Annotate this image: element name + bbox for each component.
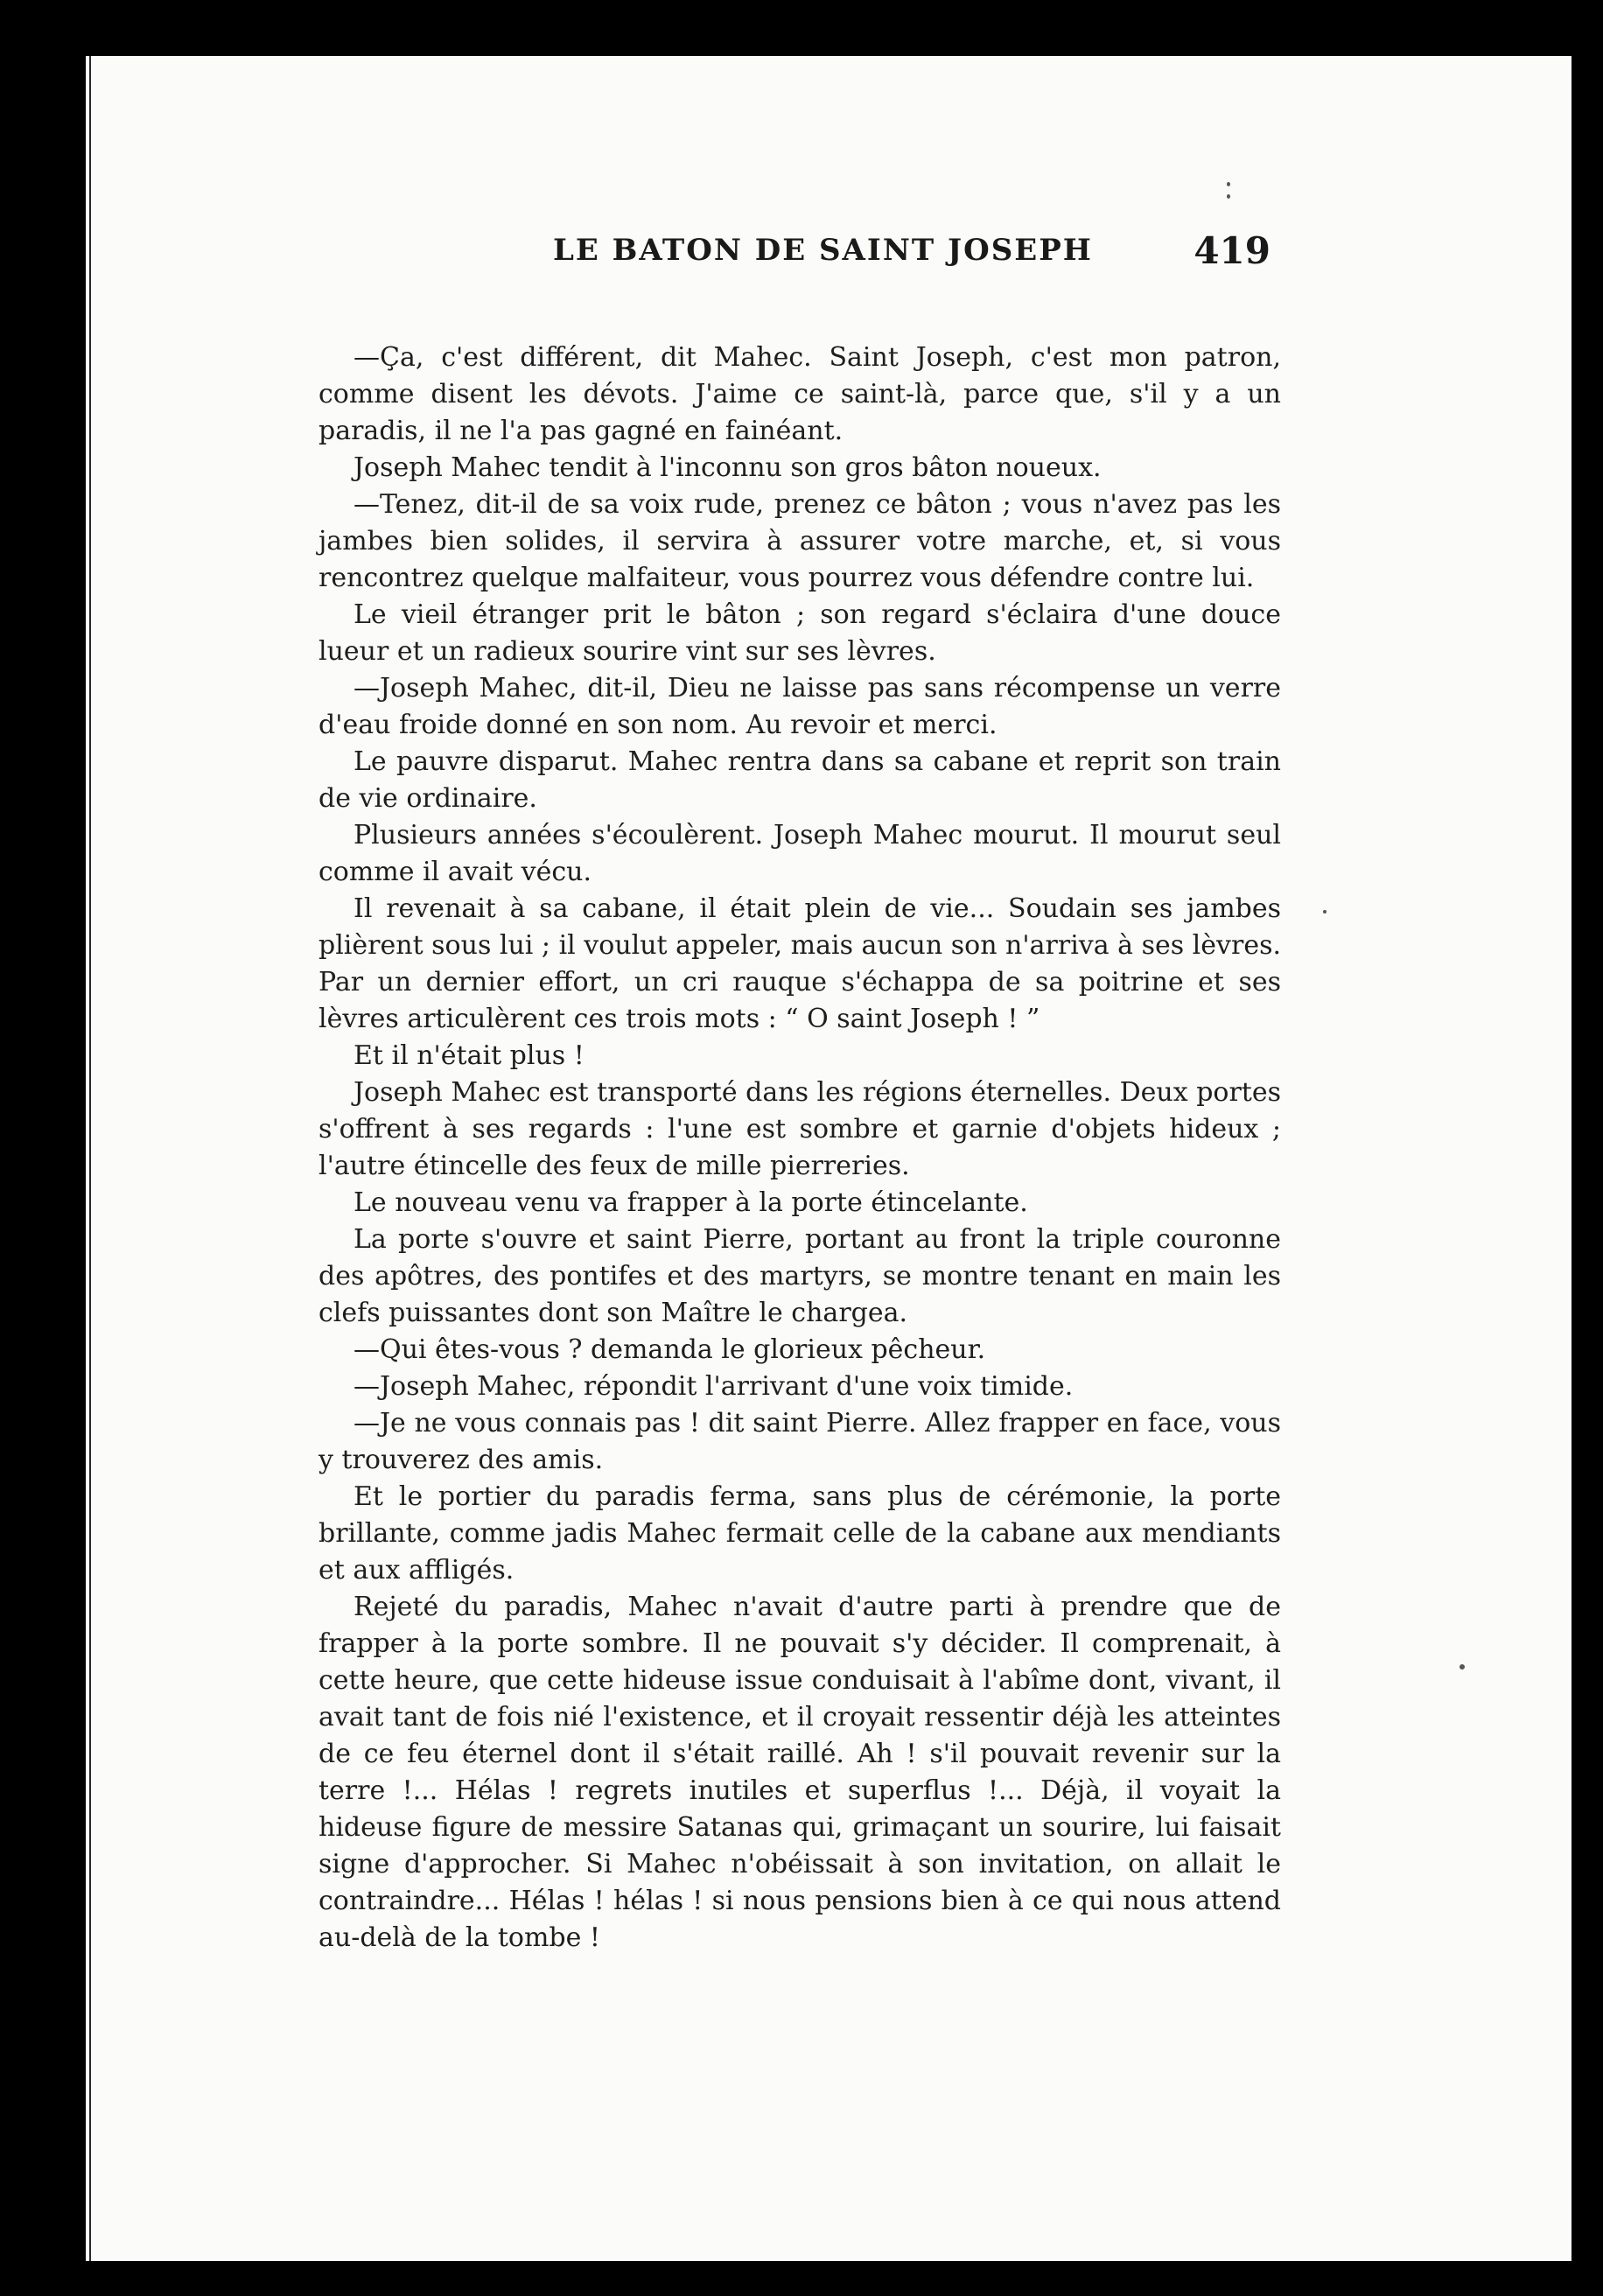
paragraph: Et il n'était plus ! [354, 1040, 584, 1071]
paragraph: —Ça, c'est différent, dit Mahec. Saint Joseph, c'est mon patron, comme disent les dévots. J'aime ce saint-là, parce que, s'il y a un paradis, il ne l'a pas gagné en fainéant. [318, 342, 1281, 446]
scan-speck [1227, 194, 1230, 199]
page-number: 419 [1194, 229, 1270, 272]
running-title: LE BATON DE SAINT JOSEPH [553, 233, 1093, 268]
paragraph: —Joseph Mahec, dit-il, Dieu ne laisse pas sans récompense un verre d'eau froide donné en son nom. Au revoir et merci. [318, 673, 1281, 740]
paragraph: Le nouveau venu va frapper à la porte étincelante. [354, 1187, 1028, 1218]
paragraph: Et le portier du paradis ferma, sans plus de cérémonie, la porte brillante, comme jadis Mahec fermait celle de la cabane aux mendiants et aux affligés. [318, 1481, 1281, 1586]
paragraph: Il revenait à sa cabane, il était plein de vie... Soudain ses jambes plièrent sous lui ; il voulut appeler, mais aucun son n'arriva à ses lèvres. Par un dernier effort, un cri rauque s'échappa de sa poitrine et ses lèvres articulèrent ces trois mots : “ O saint Joseph ! ” [318, 893, 1281, 1034]
paragraph: La porte s'ouvre et saint Pierre, portant au front la triple couronne des apôtres, des pontifes et des martyrs, se montre tenant en main les clefs puissantes dont son Maître le chargea. [318, 1224, 1281, 1328]
page-header [317, 229, 1270, 282]
paragraph: Joseph Mahec tendit à l'inconnu son gros bâton noueux. [354, 452, 1102, 483]
paragraph: Joseph Mahec est transporté dans les régions éternelles. Deux portes s'offrent à ses regards : l'une est sombre et garnie d'objets hideux ; l'autre étincelle des feux de mille pierreries. [318, 1077, 1281, 1181]
scan-speck [1323, 910, 1326, 914]
paragraph: Rejeté du paradis, Mahec n'avait d'autre parti à prendre que de frapper à la porte sombre. Il ne pouvait s'y décider. Il comprenait, à cette heure, que cette hideuse issue conduisait à l'abîme dont, vivant, il avait tant de fois nié l'existence, et il croyait ressentir déjà les atteintes de ce feu éternel dont il s'était raillé. Ah ! s'il pouvait revenir sur la terre !... Hélas ! regrets inutiles et superflus !... Déjà, il voyait la hideuse figure de messire Satanas qui, grimaçant un sourire, lui faisait signe d'approcher. Si Mahec n'obéissait à son invitation, on allait le contraindre... Hélas ! hélas ! si nous pensions bien à ce qui nous attend au-delà de la tombe ! [318, 1592, 1281, 1953]
paragraph: —Je ne vous connais pas ! dit saint Pierre. Allez frapper en face, vous y trouverez des amis. [318, 1408, 1281, 1475]
paragraph: Le vieil étranger prit le bâton ; son regard s'éclaira d'une douce lueur et un radieux sourire vint sur ses lèvres. [318, 599, 1281, 667]
paragraph: Plusieurs années s'écoulèrent. Joseph Mahec mourut. Il mourut seul comme il avait vécu. [318, 820, 1281, 887]
paragraph: —Joseph Mahec, répondit l'arrivant d'une voix timide. [354, 1371, 1074, 1402]
paragraph: Le pauvre disparut. Mahec rentra dans sa cabane et reprit son train de vie ordinaire. [318, 746, 1281, 814]
page-gutter-edge [89, 56, 91, 2261]
paragraph: —Tenez, dit-il de sa voix rude, prenez ce bâton ; vous n'avez pas les jambes bien solides, il servira à assurer votre marche, et, si vous rencontrez quelque malfaiteur, vous pourrez vous défendre contre lui. [318, 489, 1281, 593]
scan-speck [1227, 182, 1230, 186]
scan-speck [1460, 1664, 1465, 1670]
paragraph: —Qui êtes-vous ? demanda le glorieux pêcheur. [354, 1334, 986, 1365]
body-text [318, 340, 1281, 1956]
